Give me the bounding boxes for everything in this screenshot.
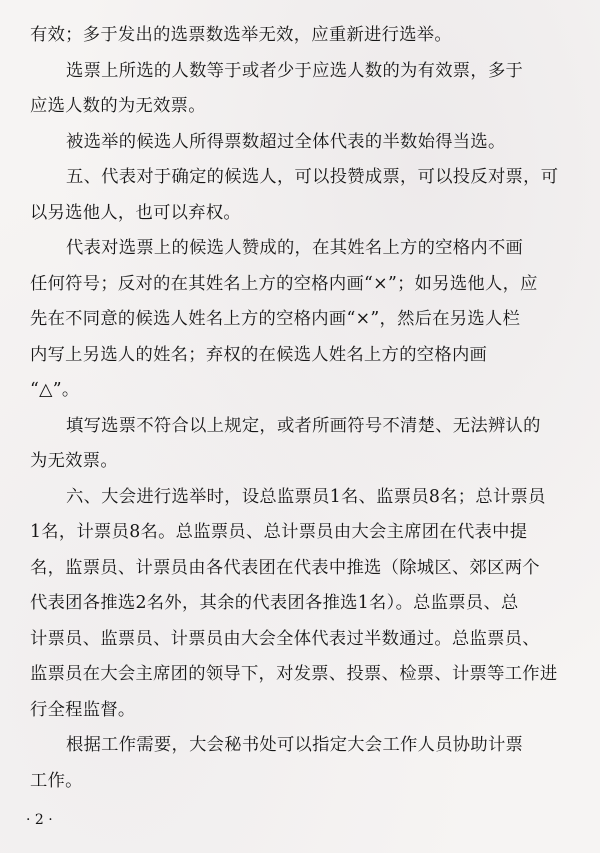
text-line: “△”。: [30, 380, 80, 400]
paragraph-start-line: 根据工作需要，大会秘书处可以指定大会工作人员协助计票: [66, 735, 524, 755]
text-line: 应选人数的为无效票。: [30, 96, 206, 116]
paragraph-start-line: 填写选票不符合以上规定，或者所画符号不清楚、无法辨认的: [66, 415, 541, 436]
text-line: 计票员、监票员、计票员由大会全体代表过半数通过。总监票员、: [30, 628, 540, 649]
text-line: 内写上另选人的姓名；弃权的在候选人姓名上方的空格内画: [30, 344, 488, 365]
text-line: 任何符号；反对的在其姓名上方的空格内画“×”；如另选他人，应: [30, 273, 538, 294]
document-body: [30, 18, 570, 799]
text-line: 以另选他人，也可以弃权。: [30, 202, 241, 223]
text-line: 有效；多于发出的选票数选举无效，应重新进行选举。: [30, 25, 452, 45]
text-line: 代表团各推选2名外，其余的代表团各推选1名）。总监票员、总: [30, 593, 519, 613]
paragraph-start-line: 选票上所选的人数等于或者少于应选人数的为有效票，多于: [66, 60, 524, 81]
text-line: 工作。: [30, 770, 83, 791]
text-line: 1名，计票员8名。总监票员、总计票员由大会主席团在代表中提: [30, 522, 528, 542]
paragraph-start-line: 六、大会进行选举时，设总监票员1名、监票员8名；总计票员: [66, 486, 546, 507]
page-number: · 2 ·: [26, 812, 53, 828]
text-line: 行全程监督。: [30, 699, 136, 720]
text-line: 为无效票。: [30, 451, 118, 471]
paragraph-start-line: 五、代表对于确定的候选人，可以投赞成票，可以投反对票，可: [66, 167, 559, 187]
text-line: 先在不同意的候选人姓名上方的空格内画“×”，然后在另选人栏: [30, 309, 521, 329]
paragraph-start-line: 被选举的候选人所得票数超过全体代表的半数始得当选。: [66, 131, 506, 152]
text-line: 监票员在大会主席团的领导下，对发票、投票、检票、计票等工作进: [30, 664, 558, 684]
paragraph-start-line: 代表对选票上的候选人赞成的，在其姓名上方的空格内不画: [66, 238, 524, 258]
text-line: 名，监票员、计票员由各代表团在代表中推选（除城区、郊区两个: [30, 557, 540, 578]
